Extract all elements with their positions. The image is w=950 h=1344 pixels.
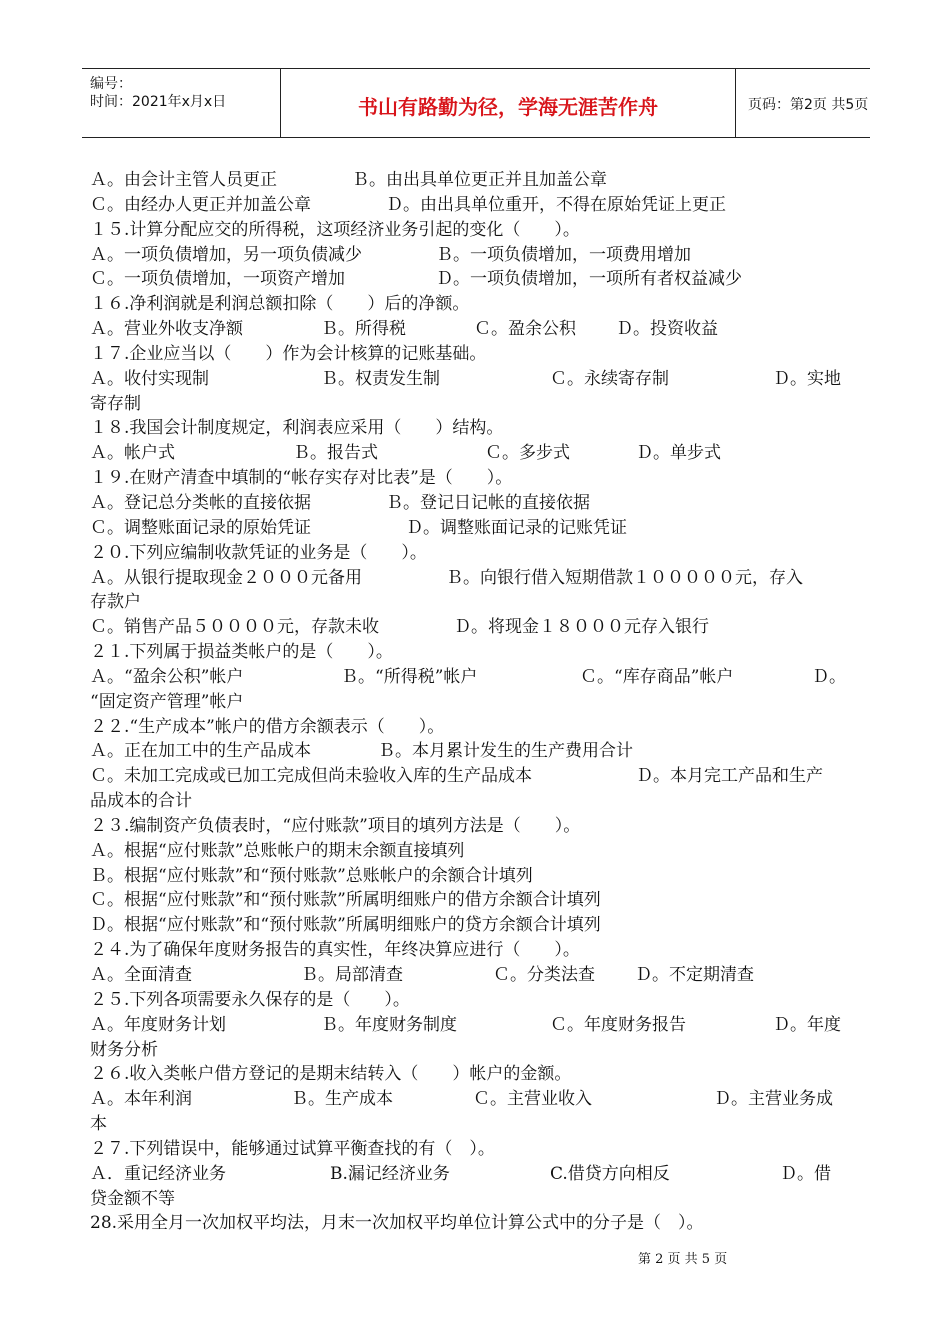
text-segment: Ｄ。不定期清查 — [635, 965, 754, 985]
text-segment: Ｂ。生产成本 — [291, 1089, 393, 1110]
text-segment: 本 — [90, 1114, 107, 1135]
text-segment: Ｄ。将现金１８０００元存入银行 — [454, 617, 709, 638]
text-line — [90, 640, 850, 665]
text-line — [90, 516, 850, 541]
text-line — [90, 988, 850, 1013]
text-line — [90, 1112, 850, 1137]
text-line — [90, 665, 850, 690]
text-segment: Ｃ。销售产品５００００元，存款未收 — [90, 617, 379, 638]
text-segment: ２０.下列应编制收款凭证的业务是（ ）。 — [90, 542, 427, 563]
text-line — [90, 1087, 850, 1112]
text-segment: Ａ．重记经济业务 — [90, 1163, 226, 1184]
serial-label: 编号： — [90, 76, 132, 92]
text-line — [90, 1013, 850, 1038]
text-line — [90, 491, 850, 516]
text-segment: Ｄ。投资收益 — [616, 319, 718, 340]
text-segment: Ｃ。未加工完成或已加工完成但尚未验收入库的生产品成本 — [90, 766, 532, 787]
text-segment: １６.净利润就是利润总额扣除（ ）后的净额。 — [90, 294, 470, 315]
text-line — [90, 764, 850, 789]
text-segment: 品成本的合计 — [90, 791, 192, 812]
text-segment: Ｄ。由出具单位重开，不得在原始凭证上更正 — [386, 194, 726, 215]
text-segment: Ａ。由会计主管人员更正 — [90, 170, 277, 190]
text-line — [90, 267, 850, 292]
text-segment: Ｄ。主营业务成 — [714, 1089, 833, 1110]
question-body — [90, 168, 850, 1236]
text-segment: Ａ。从银行提取现金２０００元备用 — [90, 567, 362, 588]
text-segment: Ｄ。借 — [780, 1163, 831, 1184]
text-line — [90, 541, 850, 566]
text-line — [90, 292, 850, 317]
text-segment: Ｂ。一项负债增加，一项费用增加 — [436, 244, 691, 265]
text-segment: Ａ。营业外收支净额 — [90, 319, 243, 340]
text-segment: 寄存制 — [90, 393, 141, 414]
text-line — [90, 690, 850, 715]
text-segment: Ｄ。年度 — [773, 1014, 841, 1035]
text-line — [90, 839, 850, 864]
text-segment: Ｃ。调整账面记录的原始凭证 — [90, 517, 311, 538]
text-segment: Ｃ。盈余公积 — [474, 319, 576, 340]
text-line — [90, 243, 850, 268]
text-segment: Ａ。收付实现制 — [90, 368, 209, 389]
text-line — [90, 367, 850, 392]
text-segment: Ｃ。主营业收入 — [473, 1089, 592, 1110]
text-segment: Ａ。正在加工中的生产品成本 — [90, 741, 311, 762]
text-segment: Ｂ。局部清查 — [301, 965, 403, 985]
text-line — [90, 715, 850, 740]
text-segment: １５.计算分配应交的所得税，这项经济业务引起的变化（ ）。 — [90, 219, 580, 240]
text-segment: Ｂ。“所得税”帐户 — [341, 666, 478, 687]
text-segment: Ａ。全面清查 — [90, 965, 192, 985]
text-segment: ２４.为了确保年度财务报告的真实性，年终决算应进行（ ）。 — [90, 940, 580, 961]
page-header — [82, 68, 870, 138]
text-segment: Ｃ。根据“应付账款”和“预付账款”所属明细账户的借方余额合计填列 — [90, 890, 601, 911]
text-line — [90, 615, 850, 640]
text-segment: Ａ。一项负债增加，另一项负债减少 — [90, 244, 362, 265]
text-line — [90, 218, 850, 243]
text-segment: Ａ。“盈余公积”帐户 — [90, 666, 244, 687]
text-segment: C.借贷方向相反 — [550, 1163, 670, 1184]
text-segment: Ｂ。由出具单位更正并且加盖公章 — [352, 170, 607, 190]
text-segment: Ｂ。报告式 — [293, 443, 378, 464]
text-segment: ２６.收入类帐户借方登记的是期末结转入（ ）帐户的金额。 — [90, 1064, 572, 1085]
text-line — [90, 590, 850, 615]
text-line — [90, 1162, 850, 1187]
text-line — [90, 416, 850, 441]
text-segment: Ｄ。单步式 — [636, 443, 721, 464]
text-segment: Ｂ。根据“应付账款”和“预付账款”总账帐户的余额合计填列 — [90, 865, 533, 886]
page-footer: 第 2 页 共 5 页 — [638, 1252, 728, 1267]
text-segment: Ｃ。由经办人更正并加盖公章 — [90, 194, 311, 215]
text-segment: Ｂ。登记日记帐的直接依据 — [386, 492, 590, 513]
text-line — [90, 466, 850, 491]
text-segment: B.漏记经济业务 — [330, 1163, 450, 1184]
text-line — [90, 789, 850, 814]
text-line — [90, 739, 850, 764]
page-info: 页码：第2页 共5页 — [748, 97, 869, 113]
text-segment: “固定资产管理”帐户 — [90, 691, 244, 712]
text-segment: Ａ。登记总分类帐的直接依据 — [90, 492, 311, 513]
text-segment: Ｂ。年度财务制度 — [321, 1014, 457, 1035]
text-segment: ２１.下列属于损益类帐户的是（ ）。 — [90, 642, 393, 663]
text-line — [90, 913, 850, 938]
text-line — [90, 193, 850, 218]
text-segment: Ｄ。一项负债增加，一项所有者权益减少 — [436, 269, 742, 290]
text-segment: Ｂ。所得税 — [321, 319, 406, 340]
text-segment: 28.采用全月一次加权平均法，月末一次加权平均单位计算公式中的分子是（ ）。 — [90, 1213, 704, 1234]
header-motto-cell — [281, 69, 736, 137]
text-segment: １８.我国会计制度规定，利润表应采用（ ）结构。 — [90, 418, 504, 439]
text-segment: ２２.“生产成本”帐户的借方余额表示（ ）。 — [90, 716, 445, 737]
text-segment: Ｄ。 — [812, 666, 846, 687]
header-page-cell — [736, 69, 870, 137]
text-line — [90, 938, 850, 963]
text-segment: Ａ。本年利润 — [90, 1089, 192, 1110]
text-segment: Ｃ。一项负债增加，一项资产增加 — [90, 269, 345, 290]
text-segment: Ｄ。实地 — [773, 368, 841, 389]
text-line — [90, 317, 850, 342]
header-meta-cell — [82, 69, 281, 137]
text-segment: Ａ。帐户式 — [90, 443, 175, 464]
text-line — [90, 1038, 850, 1063]
motto-text: 书山有路勤为径，学海无涯苦作舟 — [358, 95, 658, 119]
text-segment: ２５.下列各项需要永久保存的是（ ）。 — [90, 989, 410, 1010]
text-segment: Ｄ。根据“应付账款”和“预付账款”所属明细账户的贷方余额合计填列 — [90, 915, 601, 936]
text-segment: Ｃ。多步式 — [485, 443, 570, 464]
text-line — [90, 1187, 850, 1212]
text-segment: １９.在财产清查中填制的“帐存实存对比表”是（ ）。 — [90, 468, 513, 489]
text-segment: Ｂ。权责发生制 — [321, 368, 440, 389]
text-segment: Ｃ。分类法查 — [493, 965, 595, 985]
text-line — [90, 963, 850, 988]
text-segment: Ｄ。调整账面记录的记账凭证 — [406, 517, 627, 538]
text-segment: Ｄ。本月完工产品和生产 — [636, 766, 823, 787]
text-segment: Ｂ。向银行借入短期借款１０００００元，存入 — [446, 567, 803, 588]
text-line — [90, 441, 850, 466]
text-segment: Ｂ。本月累计发生的生产费用合计 — [378, 741, 633, 762]
text-line — [90, 1211, 850, 1236]
text-line — [90, 392, 850, 417]
text-segment: 财务分析 — [90, 1039, 158, 1060]
text-segment: Ａ。年度财务计划 — [90, 1014, 226, 1035]
text-segment: ２７.下列错误中，能够通过试算平衡查找的有（ ）。 — [90, 1138, 495, 1159]
text-segment: Ａ。根据“应付账款”总账帐户的期末余额直接填列 — [90, 840, 465, 861]
text-segment: Ｃ。永续寄存制 — [550, 368, 669, 389]
time-label: 时间：2021年x月x日 — [90, 94, 227, 110]
text-segment: ２３.编制资产负债表时，“应付账款”项目的填列方法是（ ）。 — [90, 815, 581, 836]
text-segment: 存款户 — [90, 592, 141, 613]
text-line — [90, 1137, 850, 1162]
text-segment: 贷金额不等 — [90, 1188, 175, 1209]
text-line — [90, 1062, 850, 1087]
text-line — [90, 342, 850, 367]
text-line — [90, 814, 850, 839]
text-line — [90, 888, 850, 913]
text-line — [90, 168, 850, 193]
text-segment: Ｃ。“库存商品”帐户 — [580, 666, 734, 687]
text-segment: １７.企业应当以（ ）作为会计核算的记账基础。 — [90, 343, 487, 364]
text-line — [90, 566, 850, 591]
text-segment: Ｃ。年度财务报告 — [550, 1014, 686, 1035]
text-line — [90, 864, 850, 889]
